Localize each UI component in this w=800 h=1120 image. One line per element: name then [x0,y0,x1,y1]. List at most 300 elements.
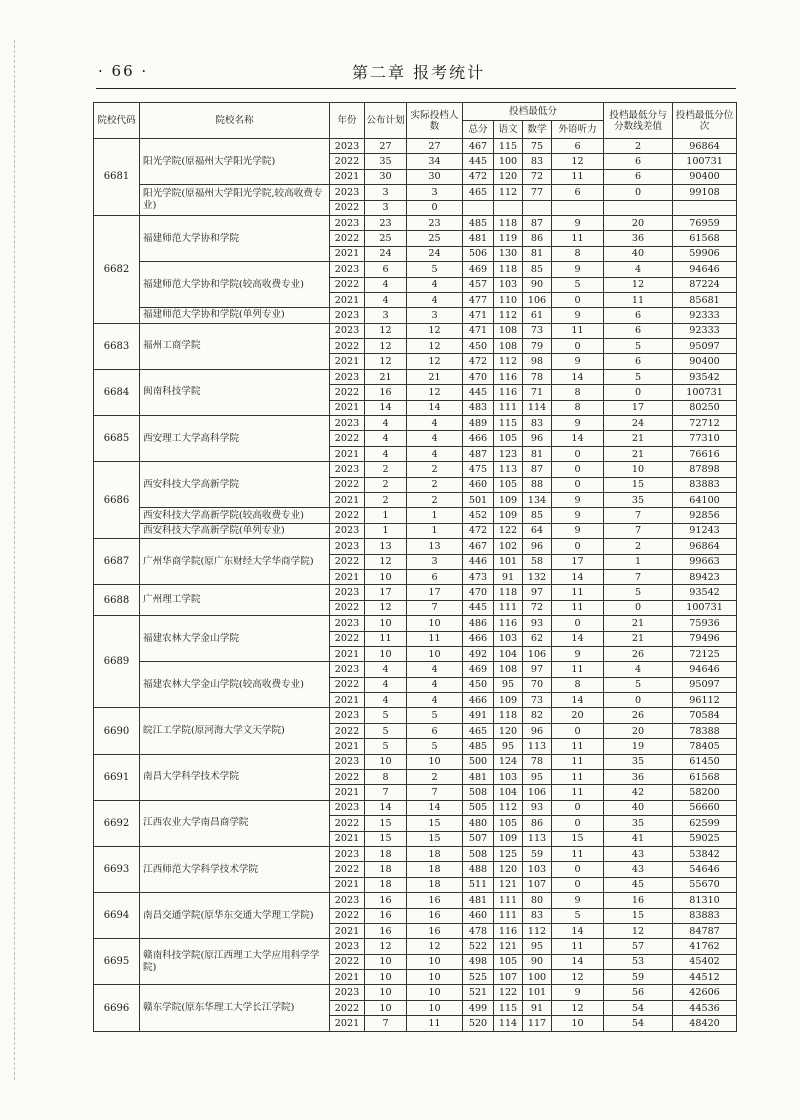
rank-cell: 70584 [673,708,737,723]
chinese-cell: 105 [494,954,523,969]
math-cell: 113 [523,831,552,846]
diff-cell: 0 [604,185,673,200]
school-name-cell: 南昌交通学院(原华东交通大学理工学院) [140,893,330,939]
foreign-cell: 0 [552,877,604,892]
foreign-cell: 9 [552,354,604,369]
math-cell: 91 [523,1000,552,1015]
year-cell: 2022 [330,339,365,354]
foreign-cell: 9 [552,492,604,507]
total-cell: 508 [463,846,494,861]
math-cell: 101 [523,985,552,1000]
total-cell: 505 [463,800,494,815]
foreign-cell: 9 [552,523,604,538]
math-cell: 78 [523,754,552,769]
total-cell: 481 [463,770,494,785]
chinese-cell: 116 [494,923,523,938]
math-cell: 93 [523,800,552,815]
total-cell: 470 [463,369,494,384]
admitted-cell: 4 [407,677,463,692]
diff-cell: 17 [604,400,673,415]
foreign-cell: 11 [552,846,604,861]
rank-cell: 99663 [673,554,737,569]
chinese-cell: 116 [494,616,523,631]
rank-cell: 92333 [673,323,737,338]
year-cell: 2022 [330,862,365,877]
year-cell: 2023 [330,754,365,769]
school-name-cell: 阳光学院(原福州大学阳光学院,较高收费专业) [140,185,330,216]
school-name-cell: 福州工商学院 [140,323,330,369]
header-code: 院校代码 [94,103,140,139]
school-name-cell: 福建农林大学金山学院 [140,616,330,662]
table-row [94,539,737,554]
school-code-cell: 6686 [94,462,140,539]
math-cell: 97 [523,585,552,600]
plan-cell: 7 [365,785,407,800]
chinese-cell [494,200,523,215]
chinese-cell: 108 [494,662,523,677]
total-cell: 466 [463,631,494,646]
plan-cell: 16 [365,893,407,908]
diff-cell: 4 [604,262,673,277]
rank-cell: 96112 [673,693,737,708]
chinese-cell: 109 [494,693,523,708]
school-code-cell: 6684 [94,369,140,415]
admitted-cell: 16 [407,908,463,923]
rank-cell: 92333 [673,308,737,323]
total-cell: 471 [463,323,494,338]
school-code-cell: 6681 [94,139,140,216]
admitted-cell: 25 [407,231,463,246]
year-cell: 2023 [330,462,365,477]
year-cell: 2022 [330,600,365,615]
table-row [94,754,737,769]
foreign-cell: 8 [552,385,604,400]
plan-cell: 4 [365,677,407,692]
school-code-cell: 6690 [94,708,140,754]
table-row [94,215,737,230]
total-cell: 460 [463,908,494,923]
foreign-cell: 0 [552,539,604,554]
school-name-cell: 广州华商学院(原广东财经大学华商学院) [140,539,330,585]
total-cell: 470 [463,585,494,600]
admitted-cell: 11 [407,631,463,646]
foreign-cell: 14 [552,693,604,708]
header-rank: 投档最低分位次 [673,103,737,139]
year-cell: 2021 [330,1016,365,1031]
year-cell: 2021 [330,970,365,985]
school-code-cell: 6688 [94,585,140,616]
rank-cell: 55670 [673,877,737,892]
math-cell: 100 [523,970,552,985]
total-cell: 501 [463,492,494,507]
diff-cell: 7 [604,569,673,584]
total-cell: 508 [463,785,494,800]
admitted-cell: 13 [407,539,463,554]
plan-cell: 16 [365,385,407,400]
admitted-cell: 3 [407,185,463,200]
plan-cell: 12 [365,600,407,615]
plan-cell: 12 [365,939,407,954]
rank-cell: 91243 [673,523,737,538]
diff-cell: 6 [604,169,673,184]
math-cell: 61 [523,308,552,323]
foreign-cell: 0 [552,339,604,354]
year-cell: 2023 [330,800,365,815]
school-name-cell: 西安科技大学高新学院 [140,462,330,508]
foreign-cell: 0 [552,292,604,307]
total-cell: 522 [463,939,494,954]
math-cell: 88 [523,477,552,492]
foreign-cell: 0 [552,446,604,461]
math-cell: 77 [523,185,552,200]
year-cell: 2021 [330,785,365,800]
year-cell: 2022 [330,154,365,169]
chinese-cell: 102 [494,539,523,554]
foreign-cell: 0 [552,616,604,631]
year-cell: 2022 [330,954,365,969]
diff-cell: 7 [604,523,673,538]
year-cell: 2023 [330,585,365,600]
rank-cell: 94646 [673,262,737,277]
year-cell: 2023 [330,846,365,861]
rank-cell: 61450 [673,754,737,769]
diff-cell: 16 [604,893,673,908]
rank-cell: 100731 [673,600,737,615]
math-cell: 106 [523,785,552,800]
plan-cell: 12 [365,339,407,354]
school-code-cell: 6691 [94,754,140,800]
rank-cell: 62599 [673,816,737,831]
math-cell: 86 [523,816,552,831]
year-cell: 2023 [330,616,365,631]
plan-cell: 18 [365,846,407,861]
table-row [94,308,737,323]
total-cell: 472 [463,354,494,369]
total-cell: 471 [463,308,494,323]
school-name-cell: 皖江工学院(原河海大学文天学院) [140,708,330,754]
math-cell: 81 [523,246,552,261]
math-cell: 70 [523,677,552,692]
plan-cell: 3 [365,308,407,323]
plan-cell: 14 [365,800,407,815]
rank-cell: 77310 [673,431,737,446]
rank-cell: 41762 [673,939,737,954]
chinese-cell: 121 [494,939,523,954]
foreign-cell: 9 [552,646,604,661]
admitted-cell: 12 [407,354,463,369]
chinese-cell: 115 [494,139,523,154]
admitted-cell: 4 [407,693,463,708]
admitted-cell: 6 [407,569,463,584]
rank-cell: 64100 [673,492,737,507]
admitted-cell: 7 [407,600,463,615]
plan-cell: 3 [365,185,407,200]
admitted-cell: 24 [407,246,463,261]
total-cell: 520 [463,1016,494,1031]
plan-cell: 17 [365,585,407,600]
year-cell: 2023 [330,308,365,323]
rank-cell: 76959 [673,215,737,230]
header-min-score: 投档最低分 [463,103,604,121]
year-cell: 2022 [330,816,365,831]
foreign-cell: 15 [552,831,604,846]
chinese-cell: 130 [494,246,523,261]
year-cell: 2023 [330,893,365,908]
diff-cell: 6 [604,154,673,169]
math-cell: 103 [523,862,552,877]
total-cell: 489 [463,416,494,431]
year-cell: 2023 [330,985,365,1000]
admitted-cell: 12 [407,339,463,354]
foreign-cell [552,200,604,215]
plan-cell: 4 [365,662,407,677]
admitted-cell: 18 [407,846,463,861]
diff-cell: 56 [604,985,673,1000]
admitted-cell: 4 [407,662,463,677]
admitted-cell: 1 [407,523,463,538]
chinese-cell: 109 [494,508,523,523]
admitted-cell: 21 [407,369,463,384]
year-cell: 2022 [330,477,365,492]
header-chinese: 语文 [494,121,523,139]
admitted-cell: 1 [407,508,463,523]
year-cell: 2023 [330,185,365,200]
chinese-cell: 112 [494,185,523,200]
rank-cell: 61568 [673,770,737,785]
school-name-cell: 赣南科技学院(原江西理工大学应用科学学院) [140,939,330,985]
chinese-cell: 108 [494,339,523,354]
chinese-cell: 112 [494,354,523,369]
rank-cell: 45402 [673,954,737,969]
chinese-cell: 112 [494,308,523,323]
school-code-cell: 6694 [94,893,140,939]
admitted-cell: 6 [407,723,463,738]
school-code-cell: 6683 [94,323,140,369]
admitted-cell: 2 [407,477,463,492]
chinese-cell: 120 [494,862,523,877]
diff-cell: 2 [604,139,673,154]
rank-cell: 81310 [673,893,737,908]
diff-cell: 5 [604,339,673,354]
foreign-cell: 17 [552,554,604,569]
year-cell: 2023 [330,708,365,723]
chinese-cell: 103 [494,770,523,785]
plan-cell: 6 [365,262,407,277]
school-name-cell: 赣东学院(原东华理工大学长江学院) [140,985,330,1031]
header-foreign: 外语听力 [552,121,604,139]
header-plan: 公布计划 [365,103,407,139]
foreign-cell: 6 [552,139,604,154]
header-rule [96,88,736,89]
chinese-cell: 116 [494,369,523,384]
plan-cell: 2 [365,462,407,477]
plan-cell: 1 [365,523,407,538]
admitted-cell: 30 [407,169,463,184]
school-name-cell: 闽南科技学院 [140,369,330,415]
plan-cell: 10 [365,970,407,985]
diff-cell: 57 [604,939,673,954]
rank-cell: 72712 [673,416,737,431]
rank-cell: 89423 [673,569,737,584]
plan-cell: 3 [365,200,407,215]
math-cell: 83 [523,416,552,431]
diff-cell: 26 [604,708,673,723]
diff-cell: 2 [604,539,673,554]
math-cell: 83 [523,154,552,169]
admitted-cell: 10 [407,1000,463,1015]
math-cell: 114 [523,400,552,415]
admitted-cell: 10 [407,954,463,969]
math-cell: 58 [523,554,552,569]
math-cell: 132 [523,569,552,584]
diff-cell: 0 [604,600,673,615]
header-math: 数学 [523,121,552,139]
year-cell: 2021 [330,739,365,754]
plan-cell: 30 [365,169,407,184]
table-row [94,185,737,200]
chinese-cell: 122 [494,985,523,1000]
math-cell: 134 [523,492,552,507]
table-row [94,369,737,384]
year-cell: 2023 [330,323,365,338]
school-name-cell: 福建师范大学协和学院(较高收费专业) [140,262,330,308]
total-cell: 486 [463,616,494,631]
chinese-cell: 120 [494,723,523,738]
foreign-cell: 14 [552,631,604,646]
total-cell: 445 [463,385,494,400]
year-cell: 2021 [330,646,365,661]
foreign-cell: 8 [552,400,604,415]
rank-cell: 54646 [673,862,737,877]
admitted-cell: 16 [407,893,463,908]
diff-cell: 35 [604,816,673,831]
school-code-cell: 6695 [94,939,140,985]
chinese-cell: 125 [494,846,523,861]
diff-cell: 24 [604,416,673,431]
table-row [94,139,737,154]
total-cell: 473 [463,569,494,584]
year-cell: 2022 [330,631,365,646]
table-row [94,262,737,277]
diff-cell: 5 [604,677,673,692]
plan-cell: 27 [365,139,407,154]
admitted-cell: 15 [407,831,463,846]
year-cell: 2023 [330,539,365,554]
total-cell: 450 [463,677,494,692]
chinese-cell: 118 [494,215,523,230]
chinese-cell: 121 [494,877,523,892]
rank-cell: 94646 [673,662,737,677]
year-cell: 2021 [330,693,365,708]
math-cell: 82 [523,708,552,723]
admitted-cell: 5 [407,739,463,754]
year-cell: 2023 [330,369,365,384]
math-cell: 87 [523,462,552,477]
year-cell: 2022 [330,723,365,738]
table-row [94,800,737,815]
chinese-cell: 105 [494,431,523,446]
diff-cell: 41 [604,831,673,846]
diff-cell: 5 [604,369,673,384]
total-cell: 469 [463,662,494,677]
school-name-cell: 江西师范大学科学技术学院 [140,846,330,892]
math-cell: 78 [523,369,552,384]
year-cell: 2023 [330,662,365,677]
chinese-cell: 111 [494,893,523,908]
year-cell: 2023 [330,939,365,954]
chinese-cell: 123 [494,446,523,461]
rank-cell: 56660 [673,800,737,815]
rank-cell: 99108 [673,185,737,200]
chinese-cell: 120 [494,169,523,184]
school-name-cell: 福建农林大学金山学院(较高收费专业) [140,662,330,708]
rank-cell: 59906 [673,246,737,261]
year-cell: 2022 [330,554,365,569]
diff-cell: 21 [604,446,673,461]
plan-cell: 10 [365,646,407,661]
total-cell: 445 [463,600,494,615]
diff-cell: 54 [604,1000,673,1015]
foreign-cell: 11 [552,585,604,600]
total-cell: 460 [463,477,494,492]
foreign-cell: 0 [552,862,604,877]
plan-cell: 16 [365,908,407,923]
plan-cell: 4 [365,431,407,446]
math-cell: 106 [523,646,552,661]
school-code-cell: 6682 [94,215,140,323]
chinese-cell: 103 [494,631,523,646]
plan-cell: 8 [365,770,407,785]
rank-cell: 100731 [673,385,737,400]
school-code-cell: 6692 [94,800,140,846]
total-cell: 480 [463,816,494,831]
foreign-cell: 8 [552,677,604,692]
diff-cell: 21 [604,616,673,631]
rank-cell: 76616 [673,446,737,461]
plan-cell: 21 [365,369,407,384]
math-cell: 97 [523,662,552,677]
rank-cell: 92856 [673,508,737,523]
admitted-cell: 12 [407,939,463,954]
year-cell: 2021 [330,877,365,892]
year-cell: 2021 [330,169,365,184]
total-cell: 481 [463,231,494,246]
math-cell: 79 [523,339,552,354]
total-cell: 472 [463,169,494,184]
plan-cell: 5 [365,723,407,738]
diff-cell: 5 [604,585,673,600]
rank-cell: 78388 [673,723,737,738]
binding-margin-line [14,40,15,1080]
plan-cell: 10 [365,954,407,969]
diff-cell: 36 [604,770,673,785]
math-cell [523,200,552,215]
diff-cell: 20 [604,215,673,230]
plan-cell: 16 [365,923,407,938]
year-cell: 2022 [330,908,365,923]
total-cell: 487 [463,446,494,461]
page-number: · 66 · [98,62,149,80]
chinese-cell: 114 [494,1016,523,1031]
rank-cell: 93542 [673,585,737,600]
plan-cell: 15 [365,816,407,831]
rank-cell: 59025 [673,831,737,846]
math-cell: 73 [523,693,552,708]
year-cell: 2022 [330,431,365,446]
diff-cell: 15 [604,908,673,923]
rank-cell: 83883 [673,908,737,923]
diff-cell: 12 [604,923,673,938]
